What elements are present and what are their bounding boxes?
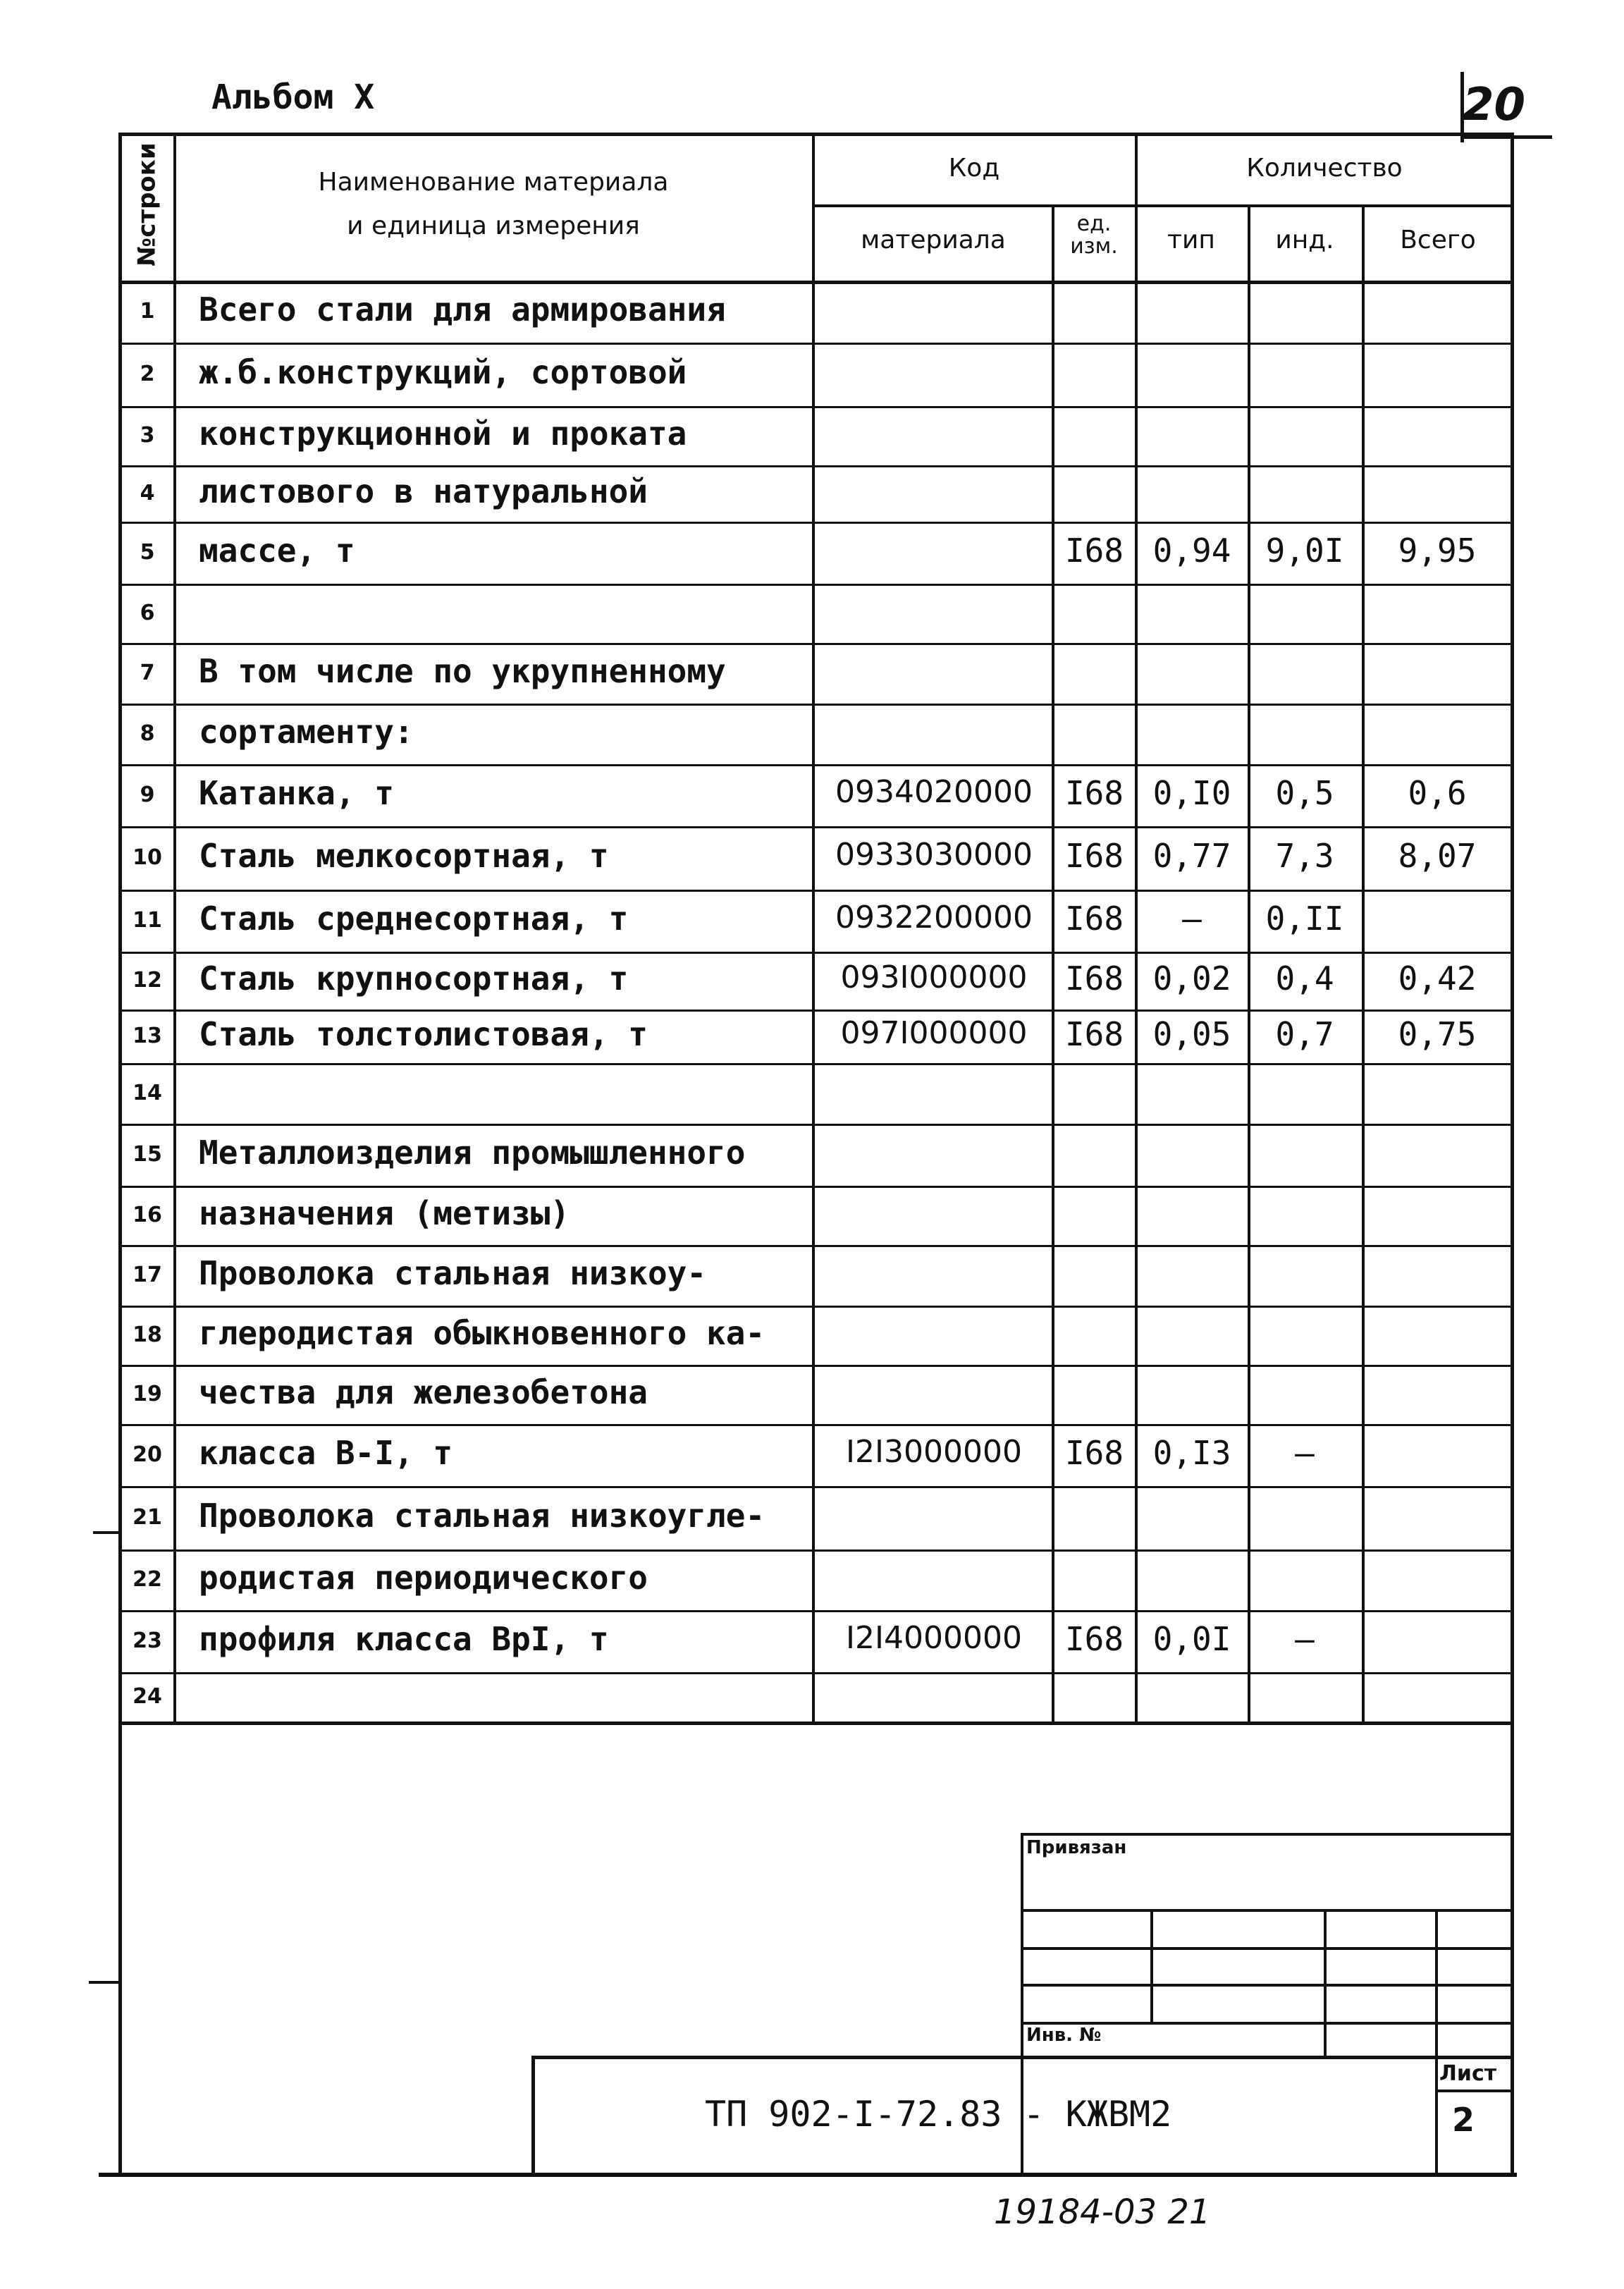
grid-line	[118, 1549, 1514, 1552]
grid-line	[118, 406, 1514, 408]
grid-line	[118, 1722, 1514, 1725]
qty-total: 9,95	[1398, 532, 1477, 570]
row-number: 16	[133, 1203, 162, 1227]
row-number: 6	[140, 601, 155, 625]
sheet-label-line	[1435, 2089, 1514, 2092]
row-number: 20	[133, 1442, 162, 1467]
grid-line	[118, 1186, 1514, 1188]
qty-type: 0,05	[1152, 1015, 1231, 1053]
margin-tick	[89, 1981, 121, 1984]
inventory-number-label: Инв. №	[1026, 2025, 1102, 2046]
quantity-header: Количество	[1246, 154, 1403, 183]
unit-code: I68	[1064, 837, 1124, 875]
row-number: 3	[140, 423, 155, 448]
grid-line	[118, 643, 1514, 645]
album-title: Альбом X	[211, 78, 375, 117]
sheet-value: 2	[1452, 2101, 1475, 2139]
name-header-line1: Наименование материала	[318, 168, 669, 197]
row-number: 23	[133, 1628, 162, 1653]
archive-number: 19184-03 21	[994, 2192, 1211, 2232]
material-name: Сталь толстолистовая, т	[199, 1015, 648, 1053]
material-name: сортаменту:	[199, 713, 414, 751]
sheet-number: 20	[1463, 79, 1526, 131]
qty-type-header: тип	[1167, 226, 1215, 254]
qty-type: 0,I0	[1152, 774, 1231, 812]
grid-line	[118, 952, 1514, 954]
material-code: I2I3000000	[846, 1434, 1022, 1470]
unit-code: I68	[1064, 1434, 1124, 1472]
stamp-line	[1021, 1984, 1514, 1987]
qty-ind: 9,0I	[1265, 532, 1344, 570]
row-number: 8	[140, 721, 155, 746]
grid-line	[812, 133, 815, 1722]
qty-total: 0,75	[1398, 1015, 1477, 1053]
grid-line	[118, 1365, 1514, 1367]
material-name: Проволока стальная низкоугле-	[199, 1497, 765, 1535]
grid-line	[118, 704, 1514, 706]
material-name: родистая периодического	[199, 1559, 648, 1597]
material-code: 093I000000	[840, 959, 1028, 995]
margin-tick	[93, 1531, 121, 1534]
material-name: ж.б.конструкций, сортовой	[199, 353, 687, 391]
unit-code: I68	[1064, 774, 1124, 812]
row-number: 12	[133, 968, 162, 993]
material-code: 097I000000	[840, 1015, 1028, 1051]
code-material-header: материала	[861, 226, 1006, 254]
row-number: 18	[133, 1323, 162, 1347]
name-header-line2: и единица измерения	[347, 211, 640, 240]
qty-ind-header: инд.	[1275, 226, 1334, 254]
row-number: 14	[133, 1081, 162, 1105]
stamp-line	[1324, 1909, 1327, 2057]
code-header: Код	[948, 154, 1000, 183]
bottom-rule	[99, 2173, 1517, 2177]
qty-ind: 7,3	[1275, 837, 1334, 875]
material-name: класса В-I, т	[199, 1434, 453, 1472]
stamp-line	[1150, 1909, 1153, 2022]
qty-type: 0,I3	[1152, 1434, 1231, 1472]
qty-type: –	[1182, 900, 1202, 938]
row-number: 15	[133, 1142, 162, 1167]
qty-total: 8,07	[1398, 837, 1477, 875]
grid-line	[118, 1245, 1514, 1247]
qty-type: 0,0I	[1152, 1620, 1231, 1658]
grid-line	[118, 281, 1514, 284]
grid-line	[118, 1063, 1514, 1065]
material-name: глеродистая обыкновенного ка-	[199, 1314, 765, 1352]
grid-line	[118, 584, 1514, 586]
grid-line	[118, 764, 1514, 766]
row-number: 7	[140, 661, 155, 685]
grid-line	[118, 1672, 1514, 1674]
document-code: ТП 902-I-72.83 - КЖВМ2	[705, 2094, 1172, 2135]
unit-code: I68	[1064, 900, 1124, 938]
material-name: Металлоизделия промышленного	[199, 1134, 746, 1172]
stamp-line	[1021, 1947, 1514, 1950]
row-number: 4	[140, 481, 155, 505]
qty-type: 0,02	[1152, 959, 1231, 998]
row-number: 10	[133, 845, 162, 870]
material-name: Катанка, т	[199, 774, 394, 812]
grid-line	[118, 343, 1514, 345]
material-name: массе, т	[199, 532, 355, 570]
material-name: чества для железобетона	[199, 1373, 648, 1411]
material-name: профиля класса BpI, т	[199, 1620, 609, 1658]
material-name: Сталь мелкосортная, т	[199, 837, 609, 875]
grid-line	[812, 204, 1514, 207]
qty-total: 0,42	[1398, 959, 1477, 998]
qty-ind: 0,4	[1275, 959, 1334, 998]
qty-ind: –	[1295, 1620, 1315, 1658]
row-number: 19	[133, 1382, 162, 1406]
material-name: Всего стали для армирования	[199, 290, 726, 329]
row-number: 5	[140, 540, 155, 565]
qty-total: 0,6	[1408, 774, 1467, 812]
material-name: Сталь крупносортная, т	[199, 959, 629, 998]
grid-line	[118, 826, 1514, 828]
material-name: Сталь среднесортная, т	[199, 900, 629, 938]
material-code: 0934020000	[835, 774, 1033, 810]
qty-type: 0,94	[1152, 532, 1231, 570]
grid-line	[118, 522, 1514, 524]
qty-total-header: Всего	[1400, 226, 1476, 254]
grid-line	[118, 1610, 1514, 1612]
grid-line	[118, 890, 1514, 892]
material-name: Проволока стальная низкоу-	[199, 1254, 707, 1292]
sheet-label: Лист	[1439, 2061, 1497, 2086]
material-code: I2I4000000	[846, 1620, 1022, 1656]
material-code: 0932200000	[835, 900, 1033, 935]
attached-label: Привязан	[1026, 1837, 1127, 1858]
row-number: 2	[140, 362, 155, 386]
row-number: 13	[133, 1024, 162, 1048]
grid-line	[118, 1124, 1514, 1126]
grid-line	[118, 1010, 1514, 1012]
row-number: 17	[133, 1263, 162, 1287]
stamp-line	[1021, 1909, 1514, 1912]
qty-type: 0,77	[1152, 837, 1231, 875]
unit-code: I68	[1064, 1015, 1124, 1053]
unit-code: I68	[1064, 1620, 1124, 1658]
unit-code: I68	[1064, 532, 1124, 570]
qty-ind: –	[1295, 1434, 1315, 1472]
qty-ind: 0,II	[1265, 900, 1344, 938]
row-number: 22	[133, 1567, 162, 1592]
grid-line	[118, 1486, 1514, 1488]
code-unit-header: ед. изм.	[1070, 211, 1118, 259]
row-number: 9	[140, 783, 155, 807]
row-number: 1	[140, 299, 155, 324]
grid-line	[118, 465, 1514, 467]
material-name: назначения (метизы)	[199, 1194, 570, 1232]
row-number-header: №строки	[133, 142, 161, 266]
material-name: конструкционной и проката	[199, 415, 687, 453]
material-name: листового в натуральной	[199, 472, 648, 510]
unit-code: I68	[1064, 959, 1124, 998]
qty-ind: 0,5	[1275, 774, 1334, 812]
material-code: 0933030000	[835, 837, 1033, 873]
material-name: В том числе по укрупненному	[199, 652, 726, 690]
grid-line	[118, 1424, 1514, 1426]
row-number: 11	[133, 908, 162, 933]
qty-ind: 0,7	[1275, 1015, 1334, 1053]
row-number: 24	[133, 1684, 162, 1709]
grid-line	[118, 1306, 1514, 1308]
row-number: 21	[133, 1505, 162, 1530]
